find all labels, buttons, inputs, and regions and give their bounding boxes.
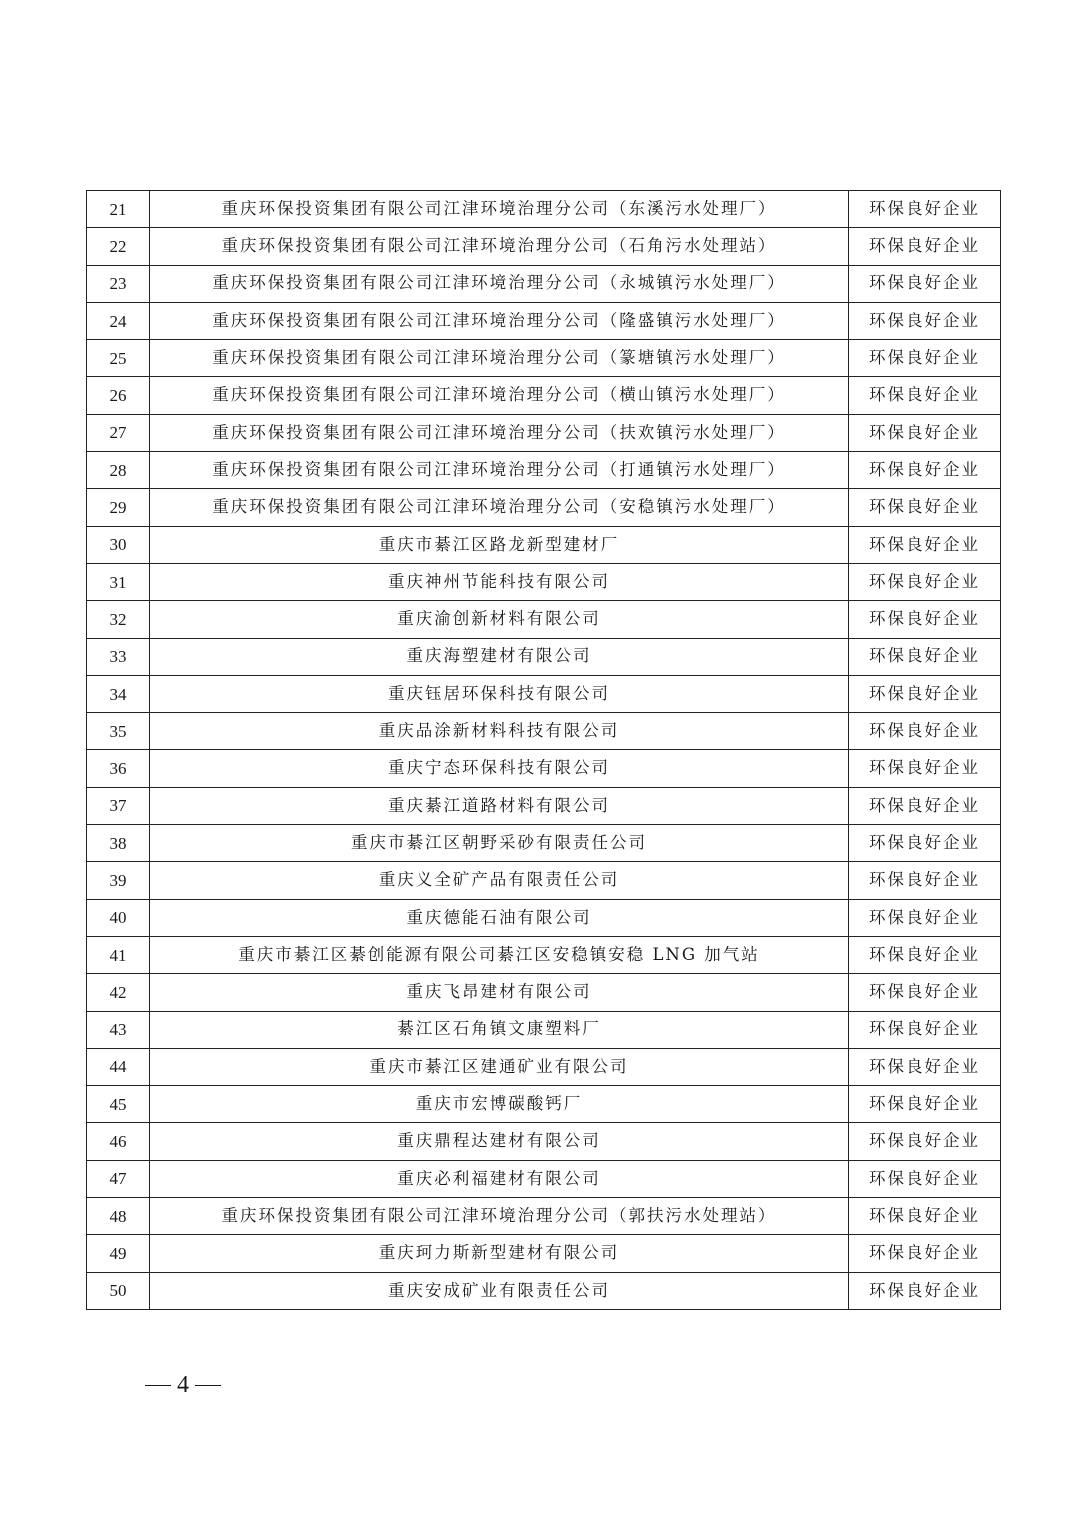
table-row [87,1160,1001,1197]
enterprise-name-cell: 重庆飞昂建材有限公司 [150,974,849,1011]
table-row [87,228,1001,265]
enterprise-name-cell: 重庆环保投资集团有限公司江津环境治理分公司（篆塘镇污水处理厂） [150,340,849,377]
category-cell: 环保良好企业 [849,228,1001,265]
row-number-cell: 40 [87,899,150,936]
row-number-cell: 46 [87,1123,150,1160]
category-cell: 环保良好企业 [849,825,1001,862]
enterprise-name-cell: 重庆宁态环保科技有限公司 [150,750,849,787]
row-number-cell: 47 [87,1160,150,1197]
category-cell: 环保良好企业 [849,526,1001,563]
row-number-cell: 37 [87,787,150,824]
enterprise-name-cell: 重庆神州节能科技有限公司 [150,563,849,600]
enterprise-name-cell: 綦江区石角镇文康塑料厂 [150,1011,849,1048]
row-number-cell: 49 [87,1235,150,1272]
table-row [87,489,1001,526]
table-row [87,265,1001,302]
table-row [87,1198,1001,1235]
category-cell: 环保良好企业 [849,302,1001,339]
category-cell: 环保良好企业 [849,377,1001,414]
table-row [87,1086,1001,1123]
category-cell: 环保良好企业 [849,1272,1001,1309]
row-number-cell: 43 [87,1011,150,1048]
enterprise-name-cell: 重庆市綦江区路龙新型建材厂 [150,526,849,563]
row-number-cell: 41 [87,936,150,973]
category-cell: 环保良好企业 [849,862,1001,899]
category-cell: 环保良好企业 [849,974,1001,1011]
row-number-cell: 44 [87,1048,150,1085]
row-number-cell: 21 [87,191,150,228]
table-row [87,638,1001,675]
row-number-cell: 38 [87,825,150,862]
row-number-cell: 42 [87,974,150,1011]
category-cell: 环保良好企业 [849,265,1001,302]
category-cell: 环保良好企业 [849,1011,1001,1048]
row-number-cell: 30 [87,526,150,563]
page-number [145,1372,221,1399]
page-number-value: 4 [177,1372,189,1398]
table-row [87,862,1001,899]
category-cell: 环保良好企业 [849,750,1001,787]
row-number-cell: 22 [87,228,150,265]
table-row [87,377,1001,414]
row-number-cell: 23 [87,265,150,302]
category-cell: 环保良好企业 [849,1198,1001,1235]
table-row [87,675,1001,712]
category-cell: 环保良好企业 [849,414,1001,451]
category-cell: 环保良好企业 [849,601,1001,638]
enterprise-name-cell: 重庆钰居环保科技有限公司 [150,675,849,712]
category-cell: 环保良好企业 [849,936,1001,973]
row-number-cell: 25 [87,340,150,377]
row-number-cell: 24 [87,302,150,339]
table-row [87,825,1001,862]
category-cell: 环保良好企业 [849,191,1001,228]
row-number-cell: 45 [87,1086,150,1123]
row-number-cell: 50 [87,1272,150,1309]
enterprise-name-cell: 重庆珂力斯新型建材有限公司 [150,1235,849,1272]
enterprise-name-cell: 重庆市綦江区朝野采砂有限责任公司 [150,825,849,862]
category-cell: 环保良好企业 [849,1086,1001,1123]
enterprise-name-cell: 重庆环保投资集团有限公司江津环境治理分公司（打通镇污水处理厂） [150,452,849,489]
table-row [87,340,1001,377]
category-cell: 环保良好企业 [849,489,1001,526]
table-row [87,1235,1001,1272]
table-row [87,974,1001,1011]
row-number-cell: 28 [87,452,150,489]
category-cell: 环保良好企业 [849,1160,1001,1197]
category-cell: 环保良好企业 [849,563,1001,600]
row-number-cell: 35 [87,713,150,750]
table-row [87,1123,1001,1160]
enterprise-name-cell: 重庆环保投资集团有限公司江津环境治理分公司（东溪污水处理厂） [150,191,849,228]
category-cell: 环保良好企业 [849,340,1001,377]
row-number-cell: 26 [87,377,150,414]
table-row [87,563,1001,600]
row-number-cell: 39 [87,862,150,899]
table-row [87,191,1001,228]
category-cell: 环保良好企业 [849,675,1001,712]
row-number-cell: 34 [87,675,150,712]
category-cell: 环保良好企业 [849,1048,1001,1085]
category-cell: 环保良好企业 [849,713,1001,750]
enterprise-name-cell: 重庆鼎程达建材有限公司 [150,1123,849,1160]
enterprise-name-cell: 重庆环保投资集团有限公司江津环境治理分公司（横山镇污水处理厂） [150,377,849,414]
enterprise-name-cell: 重庆安成矿业有限责任公司 [150,1272,849,1309]
enterprise-name-cell: 重庆环保投资集团有限公司江津环境治理分公司（永城镇污水处理厂） [150,265,849,302]
table-row [87,936,1001,973]
table-row [87,1272,1001,1309]
row-number-cell: 48 [87,1198,150,1235]
category-cell: 环保良好企业 [849,787,1001,824]
row-number-cell: 33 [87,638,150,675]
enterprise-name-cell: 重庆市宏博碳酸钙厂 [150,1086,849,1123]
page-number-right-dash [195,1385,221,1387]
row-number-cell: 29 [87,489,150,526]
enterprise-table [86,190,1001,1310]
row-number-cell: 32 [87,601,150,638]
table-row [87,302,1001,339]
row-number-cell: 31 [87,563,150,600]
category-cell: 环保良好企业 [849,1235,1001,1272]
enterprise-table-body [87,191,1001,1310]
enterprise-name-cell: 重庆海塑建材有限公司 [150,638,849,675]
table-row [87,787,1001,824]
enterprise-name-cell: 重庆义全矿产品有限责任公司 [150,862,849,899]
enterprise-name-cell: 重庆环保投资集团有限公司江津环境治理分公司（石角污水处理站） [150,228,849,265]
table-row [87,452,1001,489]
table-row [87,601,1001,638]
enterprise-name-cell: 重庆市綦江区綦创能源有限公司綦江区安稳镇安稳 LNG 加气站 [150,936,849,973]
page-number-left-dash [145,1385,171,1387]
enterprise-name-cell: 重庆德能石油有限公司 [150,899,849,936]
table-row [87,899,1001,936]
enterprise-name-cell: 重庆环保投资集团有限公司江津环境治理分公司（安稳镇污水处理厂） [150,489,849,526]
enterprise-name-cell: 重庆环保投资集团有限公司江津环境治理分公司（扶欢镇污水处理厂） [150,414,849,451]
enterprise-name-cell: 重庆环保投资集团有限公司江津环境治理分公司（郭扶污水处理站） [150,1198,849,1235]
enterprise-name-cell: 重庆綦江道路材料有限公司 [150,787,849,824]
enterprise-name-cell: 重庆必利福建材有限公司 [150,1160,849,1197]
row-number-cell: 36 [87,750,150,787]
category-cell: 环保良好企业 [849,1123,1001,1160]
table-row [87,414,1001,451]
enterprise-name-cell: 重庆市綦江区建通矿业有限公司 [150,1048,849,1085]
category-cell: 环保良好企业 [849,638,1001,675]
enterprise-name-cell: 重庆环保投资集团有限公司江津环境治理分公司（隆盛镇污水处理厂） [150,302,849,339]
category-cell: 环保良好企业 [849,899,1001,936]
row-number-cell: 27 [87,414,150,451]
enterprise-name-cell: 重庆品涂新材料科技有限公司 [150,713,849,750]
category-cell: 环保良好企业 [849,452,1001,489]
table-row [87,713,1001,750]
table-row [87,1048,1001,1085]
table-row [87,750,1001,787]
enterprise-name-cell: 重庆渝创新材料有限公司 [150,601,849,638]
table-row [87,526,1001,563]
table-row [87,1011,1001,1048]
